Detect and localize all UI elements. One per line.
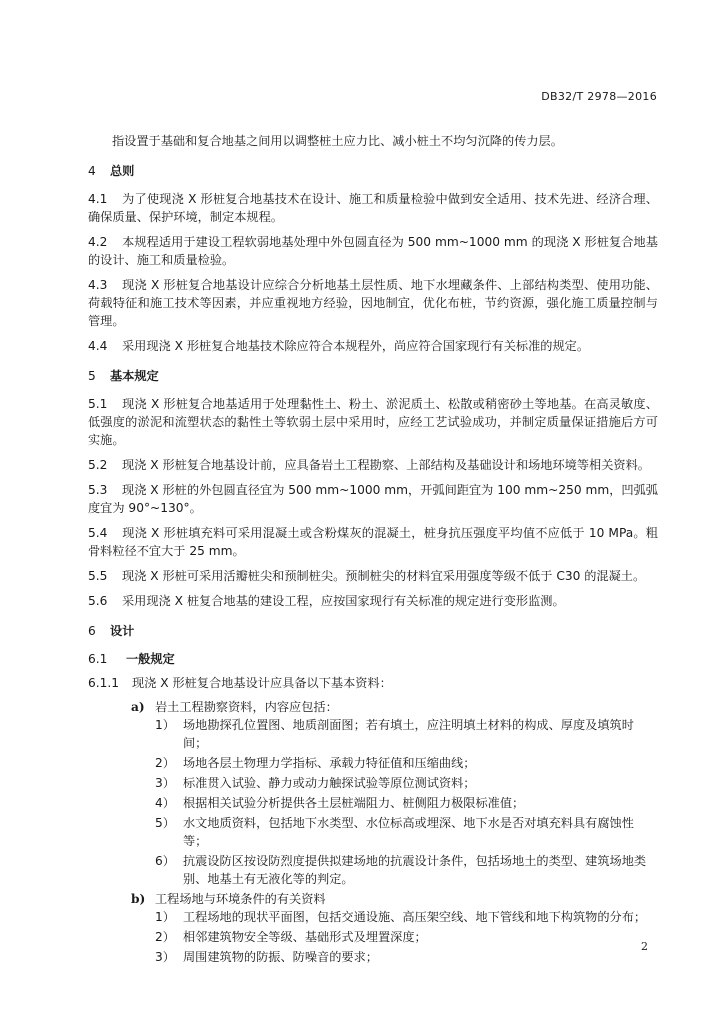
list-group-b: [131, 890, 658, 966]
clause-text: 现浇 X 形桩可采用活瓣桩尖和预制桩尖。预制桩尖的材料宜采用强度等级不低于 C30 的混凝土。: [122, 569, 646, 583]
item-text: 根据相关试验分析提供各土层桩端阻力、桩侧阻力极限标准值；: [183, 796, 525, 810]
clause-text: 采用现浇 X 桩复合地基的建设工程，应按国家现行有关标准的规定进行变形监测。: [122, 594, 565, 608]
list-item: [155, 852, 658, 888]
clause-text: 为了使现浇 X 形桩复合地基技术在设计、施工和质量检验中做到安全适用、技术先进、经济合理、确保质量、保护环境，制定本规程。: [88, 192, 658, 224]
clause-text: 采用现浇 X 形桩复合地基技术除应符合本规程外，尚应符合国家现行有关标准的规定。: [122, 339, 590, 353]
clause-text: 现浇 X 形桩填充料可采用混凝土或含粉煤灰的混凝土，桩身抗压强度平均值不应低于 10 MPa。粗骨料粒径不宜大于 25 mm。: [88, 526, 658, 558]
section-title: 设计: [110, 624, 135, 638]
list-item: [155, 814, 658, 850]
clause-text: 现浇 X 形桩的外包圆直径宜为 500 mm~1000 mm，开弧间距宜为 100 mm~250 mm，凹弧弧度宜为 90°~130°。: [88, 483, 658, 515]
standard-code: DB32/T 2978—2016: [541, 90, 657, 103]
list-item: [155, 716, 658, 752]
clause-number: 5.4: [88, 526, 108, 540]
clause-5-4: [88, 524, 658, 560]
group-title-text: 工程场地与环境条件的有关资料: [155, 892, 326, 906]
clause-number: 4.3: [88, 278, 108, 292]
section-title: 基本规定: [110, 369, 159, 383]
clause-5-2: [88, 456, 658, 474]
group-title: [131, 890, 658, 908]
item-number: 3）: [155, 776, 175, 790]
clause-4-3: [88, 276, 658, 330]
subsection-heading-6-1: [88, 650, 658, 668]
group-title: [131, 698, 658, 716]
clause-6-1-1: [88, 674, 658, 692]
section-title: 总则: [110, 164, 135, 178]
clause-text: 现浇 X 形桩复合地基设计前，应具备岩土工程勘察、上部结构及基础设计和场地环境等相关资料。: [122, 458, 650, 472]
item-text: 工程场地的现状平面图，包括交通设施、高压架空线、地下管线和地下构筑物的分布；: [183, 910, 647, 924]
item-number: 5）: [155, 816, 175, 830]
group-label: b): [131, 892, 146, 906]
clause-text: 本规程适用于建设工程软弱地基处理中外包圆直径为 500 mm~1000 mm 的现浇 X 形桩复合地基的设计、施工和质量检验。: [88, 235, 658, 267]
item-text: 相邻建筑物安全等级、基础形式及埋置深度；: [183, 930, 427, 944]
clause-4-4: [88, 337, 658, 355]
item-number: 6）: [155, 854, 175, 868]
clause-number: 5.5: [88, 569, 108, 583]
clause-text: 现浇 X 形桩复合地基适用于处理黏性土、粉土、淤泥质土、松散或稍密砂土等地基。在高灵敏度、低强度的淤泥和流塑状态的黏性土等软弱土层中采用时，应经工艺试验成功，并制定质量保证措施后方可实施。: [88, 397, 658, 447]
item-text: 场地各层土物理力学指标、承载力特征值和压缩曲线；: [183, 756, 476, 770]
clause-5-6: [88, 592, 658, 610]
clause-number: 6.1.1: [88, 676, 120, 690]
item-number: 1）: [155, 910, 175, 924]
clause-text: 现浇 X 形桩复合地基设计应综合分析地基土层性质、地下水埋藏条件、上部结构类型、使用功能、荷载特征和施工技术等因素，并应重视地方经验，因地制宜，优化布桩，节约资源，强化施工质量控制与管理。: [88, 278, 658, 328]
clause-number: 4.1: [88, 192, 108, 206]
clause-5-5: [88, 567, 658, 585]
item-number: 2）: [155, 756, 175, 770]
section-number: 4: [88, 164, 96, 178]
item-number: 1）: [155, 718, 175, 732]
clause-text: 现浇 X 形桩复合地基设计应具备以下基本资料：: [132, 676, 392, 690]
section-heading-6: [88, 622, 658, 640]
item-text: 场地勘探孔位置图、地质剖面图；若有填土，应注明填土材料的构成、厚度及填筑时间；: [183, 718, 634, 750]
clause-number: 5.1: [88, 397, 108, 411]
list-item: [155, 908, 658, 926]
subsection-number: 6.1: [88, 652, 108, 666]
clause-5-3: [88, 481, 658, 517]
document-body: [88, 132, 658, 968]
list-item: [155, 794, 658, 812]
list-item: [155, 948, 658, 966]
clause-number: 5.2: [88, 458, 108, 472]
group-title-text: 岩土工程勘察资料，内容应包括：: [155, 700, 338, 714]
list-item: [155, 754, 658, 772]
clause-number: 5.3: [88, 483, 108, 497]
section-number: 5: [88, 369, 96, 383]
item-text: 周围建筑物的防振、防噪音的要求；: [183, 950, 378, 964]
clause-number: 4.4: [88, 339, 108, 353]
subsection-title: 一般规定: [126, 652, 175, 666]
item-text: 水文地质资料，包括地下水类型、水位标高或埋深、地下水是否对填充料具有腐蚀性等；: [183, 816, 634, 848]
list-item: [155, 928, 658, 946]
list-group-a: [131, 698, 658, 888]
section-heading-5: [88, 367, 658, 385]
clause-4-1: [88, 190, 658, 226]
list-item: [155, 774, 658, 792]
clause-4-2: [88, 233, 658, 269]
item-number: 2）: [155, 930, 175, 944]
section-heading-4: [88, 162, 658, 180]
clause-number: 5.6: [88, 594, 108, 608]
item-text: 标准贯入试验、静力或动力触探试验等原位测试资料；: [183, 776, 476, 790]
clause-number: 4.2: [88, 235, 108, 249]
item-number: 3）: [155, 950, 175, 964]
page-number: 2: [641, 940, 648, 953]
group-label: a): [131, 700, 145, 714]
intro-paragraph: 指设置于基础和复合地基之间用以调整桩土应力比、减小桩土不均匀沉降的传力层。: [112, 134, 563, 148]
item-text: 抗震设防区按设防烈度提供拟建场地的抗震设计条件，包括场地土的类型、建筑场地类别、地基土有无液化等的判定。: [183, 854, 647, 886]
item-number: 4）: [155, 796, 175, 810]
section-number: 6: [88, 624, 96, 638]
clause-5-1: [88, 395, 658, 449]
